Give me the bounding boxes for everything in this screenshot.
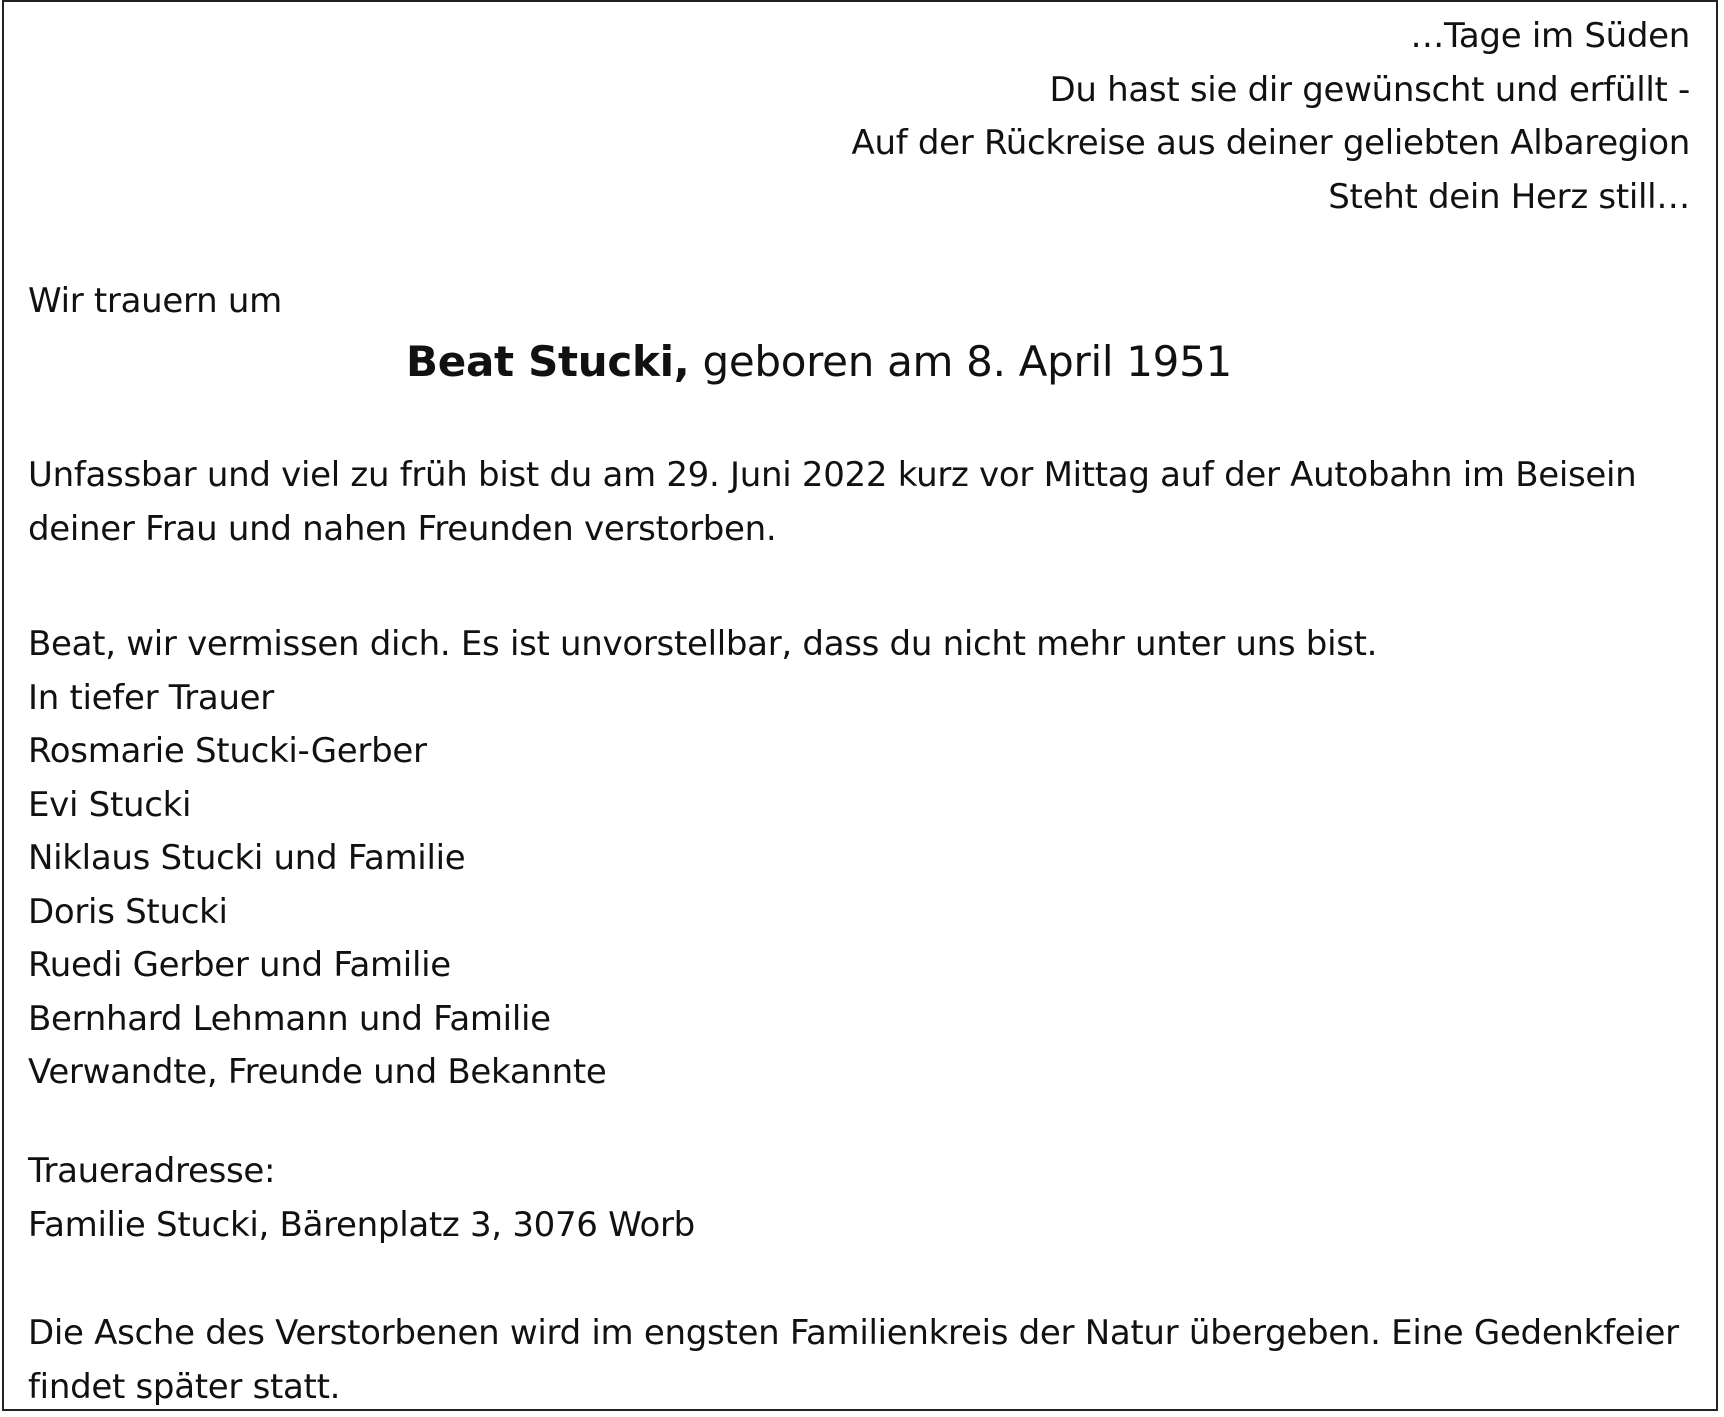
mourners-block (28, 618, 1377, 1100)
poem-line: Du hast sie dir gewünscht und erfüllt - (1049, 69, 1690, 110)
poem-line: Steht dein Herz still… (1328, 176, 1690, 217)
address-block (28, 1145, 695, 1252)
mourner-name: Bernhard Lehmann und Familie (28, 998, 551, 1039)
address-value: Familie Stucki, Bärenplatz 3, 3076 Worb (28, 1204, 695, 1245)
mourner-name: Evi Stucki (28, 784, 192, 825)
notice-frame (2, 0, 1718, 1411)
mourner-name: Ruedi Gerber und Familie (28, 945, 451, 985)
mourner-name: Rosmarie Stucki-Gerber (28, 731, 427, 771)
closing-line: findet später statt. (28, 1366, 341, 1407)
deceased-birth: geboren am 8. April 1951 (702, 337, 1232, 386)
mourner-name: Niklaus Stucki und Familie (28, 838, 466, 878)
mourner-name: Verwandte, Freunde und Bekannte (28, 1052, 607, 1092)
grief-label: In tiefer Trauer (28, 677, 274, 718)
closing-paragraph (28, 1307, 1679, 1414)
deceased-name: Beat Stucki, (406, 337, 690, 386)
paragraph-line: Unfassbar und viel zu früh bist du am 29. Juni 2022 kurz vor Mittag auf der Autobahn im Beisein (28, 455, 1637, 495)
address-label: Traueradresse: (28, 1151, 276, 1191)
paragraph-line: deiner Frau und nahen Freunden verstorben. (28, 508, 777, 549)
mourner-name: Doris Stucki (28, 891, 228, 932)
announcement-paragraph (28, 449, 1636, 556)
poem-line: Auf der Rückreise aus deiner geliebten Albaregion (851, 123, 1690, 163)
deceased-heading (4, 332, 1634, 392)
intro-text: Wir trauern um (28, 281, 282, 321)
poem (852, 10, 1691, 224)
closing-line: Die Asche des Verstorbenen wird im engsten Familienkreis der Natur übergeben. Eine Gedenkfeier (28, 1313, 1679, 1353)
poem-line: …Tage im Süden (1410, 16, 1690, 56)
message-line: Beat, wir vermissen dich. Es ist unvorstellbar, dass du nicht mehr unter uns bist. (28, 624, 1378, 664)
